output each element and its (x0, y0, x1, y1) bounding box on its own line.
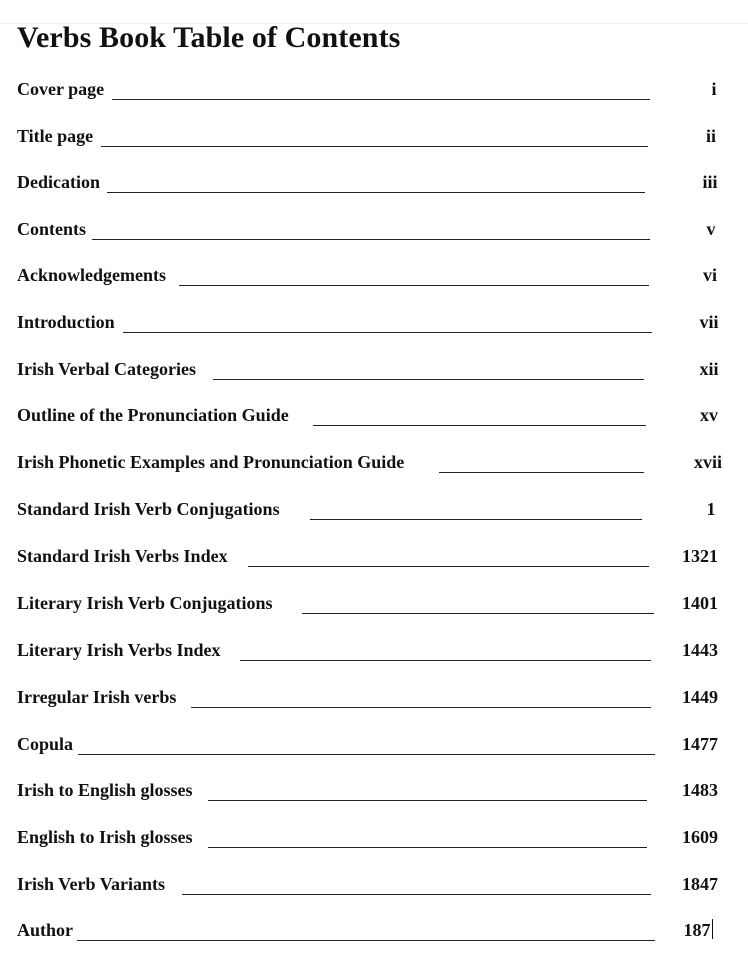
toc-entry-author[interactable] (17, 919, 748, 943)
toc-entry-irish-verbal-categories[interactable] (17, 358, 748, 382)
text-cursor (712, 919, 713, 939)
leader-line (101, 146, 648, 148)
toc-entry-cover-page[interactable] (17, 78, 748, 102)
toc-entry-label: Standard Irish Verbs Index (17, 546, 228, 566)
toc-entry-label: Introduction (17, 312, 115, 332)
toc-entry-label: Irish to English glosses (17, 780, 193, 800)
leader-line (112, 99, 650, 101)
toc-entry-title-page[interactable] (17, 125, 748, 149)
leader-line (107, 192, 645, 194)
toc-entry-label: Title page (17, 126, 94, 146)
toc-page-number: 1321 (682, 546, 718, 566)
leader-line (302, 613, 654, 615)
toc-entry-label: Acknowledgements (17, 265, 166, 285)
toc-page-number: xii (699, 359, 719, 379)
toc-page-number: 1 (706, 499, 716, 519)
toc-entry-literary-irish-verb-conjugations[interactable] (17, 592, 748, 616)
leader-line (310, 519, 642, 521)
toc-page-number: vi (702, 265, 717, 285)
toc-page-number: xv (700, 405, 718, 425)
toc-entry-standard-irish-verbs-index[interactable] (17, 545, 748, 569)
toc-entry-literary-irish-verbs-index[interactable] (17, 639, 748, 663)
toc-entry-contents[interactable] (17, 218, 748, 242)
toc-page-number: v (706, 219, 716, 239)
toc-entry-label: Dedication (17, 172, 100, 192)
toc-entry-label: Author (17, 920, 74, 940)
toc-entry-copula[interactable] (17, 733, 748, 757)
toc-entry-english-to-irish-glosses[interactable] (17, 826, 748, 850)
toc-page-number: xvii (693, 452, 722, 472)
toc-entry-label: Irish Verbal Categories (17, 359, 196, 379)
toc-page-number: 1483 (682, 780, 718, 800)
toc-page-number: 1443 (682, 640, 718, 660)
toc-entry-label: Outline of the Pronunciation Guide (17, 405, 289, 425)
leader-line (208, 847, 647, 849)
toc-entry-irish-verb-variants[interactable] (17, 873, 748, 897)
toc-entry-dedication[interactable] (17, 171, 748, 195)
toc-page-number: 1477 (682, 734, 718, 754)
leader-line (78, 754, 655, 756)
toc-page-number: 187 (683, 920, 711, 940)
toc-entry-acknowledgements[interactable] (17, 264, 748, 288)
toc-page-number: 1847 (682, 874, 718, 894)
leader-line (182, 894, 651, 896)
toc-entry-label: Literary Irish Verbs Index (17, 640, 221, 660)
leader-line (191, 707, 651, 709)
toc-entry-label: Standard Irish Verb Conjugations (17, 499, 280, 519)
toc-page-number: 1609 (682, 827, 718, 847)
toc-entry-label: Cover page (17, 79, 105, 99)
leader-line (208, 800, 647, 802)
toc-page-number: vii (699, 312, 719, 332)
toc-entry-label: Contents (17, 219, 87, 239)
leader-line (213, 379, 644, 381)
toc-page-number: iii (702, 172, 718, 192)
toc-entry-irregular-irish-verbs[interactable] (17, 686, 748, 710)
toc-entry-label: Copula (17, 734, 74, 754)
leader-line (240, 660, 651, 662)
document-title: Verbs Book Table of Contents (17, 21, 401, 54)
toc-entry-standard-irish-verb-conjugations[interactable] (17, 498, 748, 522)
toc-page-number-editing[interactable] (668, 919, 728, 941)
toc-entry-label: Irish Phonetic Examples and Pronunciation Guide (17, 452, 405, 472)
toc-entry-label: Irish Verb Variants (17, 874, 166, 894)
toc-entry-irish-phonetic-examples[interactable] (17, 451, 748, 475)
toc-page-number: 1449 (682, 687, 718, 707)
toc-entry-label: English to Irish glosses (17, 827, 193, 847)
leader-line (77, 940, 655, 942)
toc-entry-label: Irregular Irish verbs (17, 687, 177, 707)
toc-entry-introduction[interactable] (17, 311, 748, 335)
toc-entry-label: Literary Irish Verb Conjugations (17, 593, 273, 613)
toc-page-number: i (711, 79, 717, 99)
leader-line (248, 566, 649, 568)
toc-entry-irish-to-english-glosses[interactable] (17, 779, 748, 803)
toc-page-number: ii (705, 126, 716, 146)
leader-line (123, 332, 652, 334)
toc-entry-outline-pronunciation-guide[interactable] (17, 404, 748, 428)
leader-line (313, 425, 646, 427)
toc-page-number: 1401 (682, 593, 718, 613)
leader-line (439, 472, 644, 474)
leader-line (92, 239, 650, 241)
leader-line (179, 285, 649, 287)
